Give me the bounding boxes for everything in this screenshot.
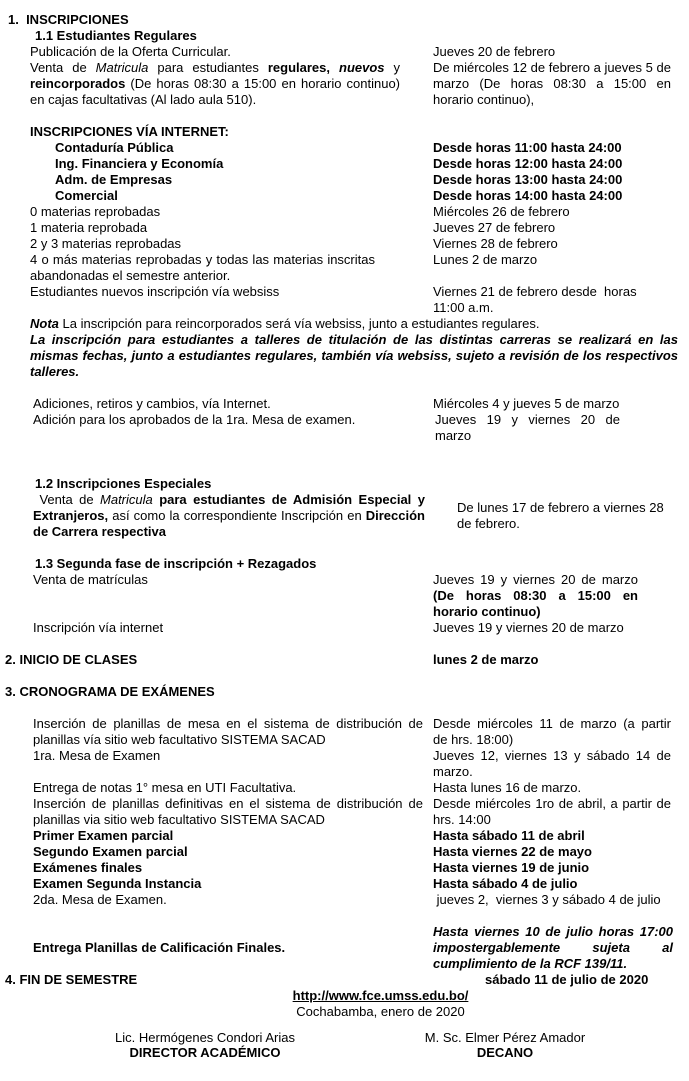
- text-segment: Matricula: [95, 60, 149, 75]
- text-segment: Exámenes finales: [33, 860, 143, 875]
- doc-row: [0, 492, 689, 540]
- text-segment: Venta de: [30, 60, 96, 75]
- text-segment: reincorporados: [30, 76, 126, 91]
- text-segment: y: [384, 60, 404, 75]
- text-segment: Matricula: [100, 492, 153, 507]
- text-segment: Estudiantes nuevos inscripción vía websiss: [30, 284, 280, 299]
- text-segment: 1. INSCRIPCIONES: [8, 12, 129, 27]
- row-right-cell: [433, 796, 675, 828]
- spacer: [0, 636, 689, 652]
- text-segment: Miércoles 4 y jueves 5 de marzo: [433, 396, 620, 411]
- text-segment: Inserción de planillas definitivas en el sistema de distribución de planillas via sitio web facultativo SISTEMA SACAD: [33, 796, 427, 827]
- row-left-cell: [30, 284, 400, 300]
- row-left-cell: [55, 140, 425, 156]
- row-left-cell: [33, 780, 403, 796]
- doc-row: [0, 844, 689, 860]
- text-segment: Entrega de notas 1° mesa en UTI Facultativa.: [33, 780, 297, 795]
- document-footer: [0, 988, 689, 1060]
- text-segment: Jueves 19 y viernes 20 de marzo: [433, 620, 624, 635]
- doc-row: [0, 188, 689, 204]
- text-segment: regulares,: [267, 60, 331, 75]
- text-segment: Primer Examen parcial: [33, 828, 174, 843]
- row-left-cell: [30, 236, 400, 252]
- text-segment: Inserción de planillas de mesa en el sistema de distribución de planillas vía sitio web facultativo SISTEMA SACAD: [33, 716, 427, 747]
- doc-row: [0, 236, 689, 252]
- spacer: [0, 108, 689, 124]
- text-segment: De lunes 17 de febrero a viernes 28 de febrero.: [457, 500, 668, 531]
- doc-row: [0, 204, 689, 220]
- row-left-cell: [33, 492, 429, 540]
- row-right-cell: [433, 572, 642, 620]
- text-segment: [330, 60, 339, 75]
- row-right-cell: [433, 140, 671, 156]
- text-segment: Segundo Examen parcial: [33, 844, 188, 859]
- text-segment: 1.3 Segunda fase de inscripción + Rezagados: [35, 556, 317, 571]
- row-right-cell: [433, 188, 671, 204]
- spacer: [0, 700, 689, 716]
- row-left-cell: [30, 60, 404, 108]
- row-right-cell: [435, 412, 624, 444]
- row-left-cell: [33, 940, 403, 956]
- text-segment: Venta de matrículas: [33, 572, 148, 587]
- spacer: [0, 444, 689, 460]
- text-segment: Hasta viernes 19 de junio: [433, 860, 590, 875]
- row-right-cell: [433, 780, 671, 796]
- text-segment: Publicación de la Oferta Curricular.: [30, 44, 231, 59]
- signature-dean: [410, 1030, 600, 1060]
- document-body: [0, 12, 689, 988]
- row-left-cell: [33, 396, 403, 412]
- doc-row: [0, 44, 689, 60]
- text-segment: Hasta lunes 16 de marzo.: [433, 780, 582, 795]
- footer-url-line: [0, 988, 689, 1004]
- doc-row: [0, 716, 689, 748]
- text-segment: 4. FIN DE SEMESTRE: [5, 972, 138, 987]
- text-segment: Miércoles 26 de febrero: [433, 204, 570, 219]
- row-right-cell: [433, 620, 671, 636]
- row-right-cell: [433, 892, 671, 908]
- text-segment: INSCRIPCIONES VÍA INTERNET:: [30, 124, 229, 139]
- row-right-cell: [433, 44, 671, 60]
- text-segment: La inscripción para estudiantes a talleres de titulación de las distintas carreras se realizará en las mismas fechas, junto a estudiantes regulares, también vía websiss, sujeto a revisión de los respectivos talleres.: [30, 332, 682, 379]
- doc-row: [0, 876, 689, 892]
- text-segment: lunes 2 de marzo: [433, 652, 539, 667]
- doc-row: [0, 572, 689, 620]
- row-left-cell: [30, 220, 400, 236]
- text-segment: 1 materia reprobada: [30, 220, 148, 235]
- text-segment: así como la correspondiente Inscripción en: [108, 508, 366, 523]
- text-segment: Adiciones, retiros y cambios, vía Internet.: [33, 396, 271, 411]
- row-right-cell: [433, 236, 671, 252]
- row-right-cell: [433, 252, 671, 268]
- row-left-cell: [33, 620, 403, 636]
- spacer: [0, 460, 689, 476]
- text-segment: Hasta viernes 22 de mayo: [433, 844, 592, 859]
- text-segment: Jueves 20 de febrero: [433, 44, 556, 59]
- doc-row: [0, 972, 689, 988]
- signature-block: [0, 1030, 689, 1060]
- text-segment: Nota: [30, 316, 59, 331]
- text-segment: para estudiantes de Admisión Especial y Extranjeros,: [33, 492, 429, 523]
- row-right-cell: [433, 716, 675, 748]
- text-segment: Desde horas 14:00 hasta 24:00: [433, 188, 623, 203]
- text-segment: nuevos: [339, 60, 385, 75]
- text-segment: 3. CRONOGRAMA DE EXÁMENES: [5, 684, 215, 699]
- text-segment: Lunes 2 de marzo: [433, 252, 538, 267]
- text-segment: Viernes 21 de febrero desde horas 11:00 a.m.: [433, 284, 641, 315]
- row-right-cell: [433, 60, 675, 108]
- text-segment: 1ra. Mesa de Examen: [33, 748, 161, 763]
- text-segment: Jueves 27 de febrero: [433, 220, 556, 235]
- text-segment: Hasta viernes 10 de julio horas 17:00 impostergablemente sujeta al cumplimiento de la RCF 139/11.: [433, 924, 677, 971]
- text-segment: Entrega Planillas de Calificación Finales.: [33, 940, 286, 955]
- text-segment: Adm. de Empresas: [55, 172, 173, 187]
- row-right-cell: [433, 156, 671, 172]
- doc-row: [0, 172, 689, 188]
- row-left-cell: [55, 172, 425, 188]
- doc-row: [0, 156, 689, 172]
- text-segment: sábado 11 de julio de 2020: [485, 972, 649, 987]
- text-segment: Jueves 19 y viernes 20 de marzo: [435, 412, 624, 443]
- row-left-cell: [33, 716, 427, 748]
- row-right-cell: [433, 652, 671, 668]
- text-segment: para estudiantes: [148, 60, 268, 75]
- row-left-cell: [5, 652, 375, 668]
- doc-row: [0, 140, 689, 156]
- row-left-cell: [33, 844, 403, 860]
- text-segment: 4 o más materias reprobadas y todas las materias inscritas abandonadas el semestre anterior.: [30, 252, 379, 283]
- text-segment: Desde horas 12:00 hasta 24:00: [433, 156, 623, 171]
- row-left-cell: [55, 188, 425, 204]
- text-segment: 0 materias reprobadas: [30, 204, 161, 219]
- spacer: [0, 380, 689, 396]
- doc-row: [0, 220, 689, 236]
- row-right-cell: [433, 172, 671, 188]
- doc-heading: [35, 28, 689, 44]
- text-segment: Venta de: [33, 492, 101, 507]
- row-left-cell: [33, 412, 403, 428]
- doc-row: [0, 796, 689, 828]
- doc-row: [0, 284, 689, 316]
- row-left-cell: [30, 44, 400, 60]
- row-right-cell: [457, 500, 667, 532]
- text-segment: Desde horas 13:00 hasta 24:00: [433, 172, 623, 187]
- spacer: [0, 668, 689, 684]
- row-left-cell: [33, 892, 403, 908]
- row-left-cell: [5, 972, 375, 988]
- text-segment: Desde miércoles 11 de marzo (a partir de hrs. 18:00): [433, 716, 675, 747]
- place-date: Cochabamba, enero de 2020: [296, 1004, 465, 1019]
- text-segment: 1.2 Inscripciones Especiales: [35, 476, 212, 491]
- spacer: [0, 540, 689, 556]
- doc-row: [0, 860, 689, 876]
- row-right-cell: [433, 860, 671, 876]
- text-segment: Viernes 28 de febrero: [433, 236, 558, 251]
- doc-row: [0, 780, 689, 796]
- signature-title: DIRECTOR ACADÉMICO: [129, 1045, 281, 1060]
- row-left-cell: [55, 156, 425, 172]
- row-left-cell: [33, 796, 427, 828]
- text-segment: Inscripción vía internet: [33, 620, 164, 635]
- doc-row: [0, 620, 689, 636]
- row-right-cell: [433, 876, 671, 892]
- doc-heading: [5, 684, 689, 700]
- text-segment: Examen Segunda Instancia: [33, 876, 202, 891]
- signature-name: Lic. Hermógenes Condori Arias: [115, 1030, 295, 1045]
- doc-row: [0, 412, 689, 444]
- row-right-cell: [485, 972, 685, 988]
- signature-director: [110, 1030, 300, 1060]
- doc-row: [0, 652, 689, 668]
- text-segment: Contaduría Pública: [55, 140, 174, 155]
- row-right-cell: [433, 204, 671, 220]
- text-segment: La inscripción para reincorporados será vía websiss, junto a estudiantes regulares.: [58, 316, 540, 331]
- text-segment: Hasta sábado 4 de julio: [433, 876, 578, 891]
- row-left-cell: [33, 828, 403, 844]
- row-left-cell: [33, 876, 403, 892]
- spacer: [0, 908, 689, 924]
- doc-row: [0, 892, 689, 908]
- doc-row: [0, 252, 689, 284]
- doc-heading: [35, 476, 689, 492]
- text-segment: De miércoles 12 de febrero a jueves 5 de marzo (De horas 08:30 a 15:00 en horario continuo),: [433, 60, 675, 107]
- doc-heading: [8, 12, 689, 28]
- row-left-cell: [30, 252, 379, 284]
- text-segment: Hasta sábado 11 de abril: [433, 828, 585, 843]
- row-right-cell: [433, 924, 677, 972]
- text-segment: Ing. Financiera y Economía: [55, 156, 224, 171]
- text-segment: (De horas 08:30 a 15:00 en horario continuo) en cajas facultativas (Al lado aula 510).: [30, 76, 404, 107]
- doc-row: [0, 748, 689, 780]
- text-segment: Jueves 12, viernes 13 y sábado 14 de marzo.: [433, 748, 675, 779]
- row-right-cell: [433, 828, 671, 844]
- row-right-cell: [433, 284, 671, 316]
- text-segment: 1.1 Estudiantes Regulares: [35, 28, 197, 43]
- row-right-cell: [433, 844, 671, 860]
- doc-row: [0, 60, 689, 108]
- text-segment: Dirección de Carrera respectiva: [33, 508, 429, 539]
- website-link[interactable]: http://www.fce.umss.edu.bo/: [292, 988, 469, 1003]
- doc-heading: [35, 556, 689, 572]
- row-left-cell: [30, 204, 400, 220]
- text-segment: Jueves 19 y viernes 20 de marzo: [433, 572, 642, 587]
- doc-paragraph: [30, 332, 682, 380]
- text-segment: Desde miércoles 1ro de abril, a partir de hrs. 14:00: [433, 796, 675, 827]
- row-left-cell: [33, 572, 403, 588]
- text-segment: Desde horas 11:00 hasta 24:00: [433, 140, 622, 155]
- row-right-cell: [433, 220, 671, 236]
- signature-title: DECANO: [476, 1045, 534, 1060]
- signature-name: M. Sc. Elmer Pérez Amador: [424, 1030, 586, 1045]
- text-segment: 2da. Mesa de Examen.: [33, 892, 167, 907]
- text-segment: Comercial: [55, 188, 118, 203]
- text-segment: 2. INICIO DE CLASES: [5, 652, 138, 667]
- doc-row: [0, 924, 689, 972]
- text-segment: Adición para los aprobados de la 1ra. Mesa de examen.: [33, 412, 356, 427]
- text-segment: (De horas 08:30 a 15:00 en horario continuo): [433, 588, 642, 619]
- doc-heading: [30, 316, 689, 332]
- row-right-cell: [433, 396, 671, 412]
- row-left-cell: [33, 860, 403, 876]
- doc-row: [0, 828, 689, 844]
- doc-row: [0, 396, 689, 412]
- text-segment: 2 y 3 materias reprobadas: [30, 236, 182, 251]
- row-right-cell: [433, 748, 675, 780]
- doc-heading: [30, 124, 689, 140]
- text-segment: jueves 2, viernes 3 y sábado 4 de julio: [433, 892, 661, 907]
- row-left-cell: [33, 748, 403, 764]
